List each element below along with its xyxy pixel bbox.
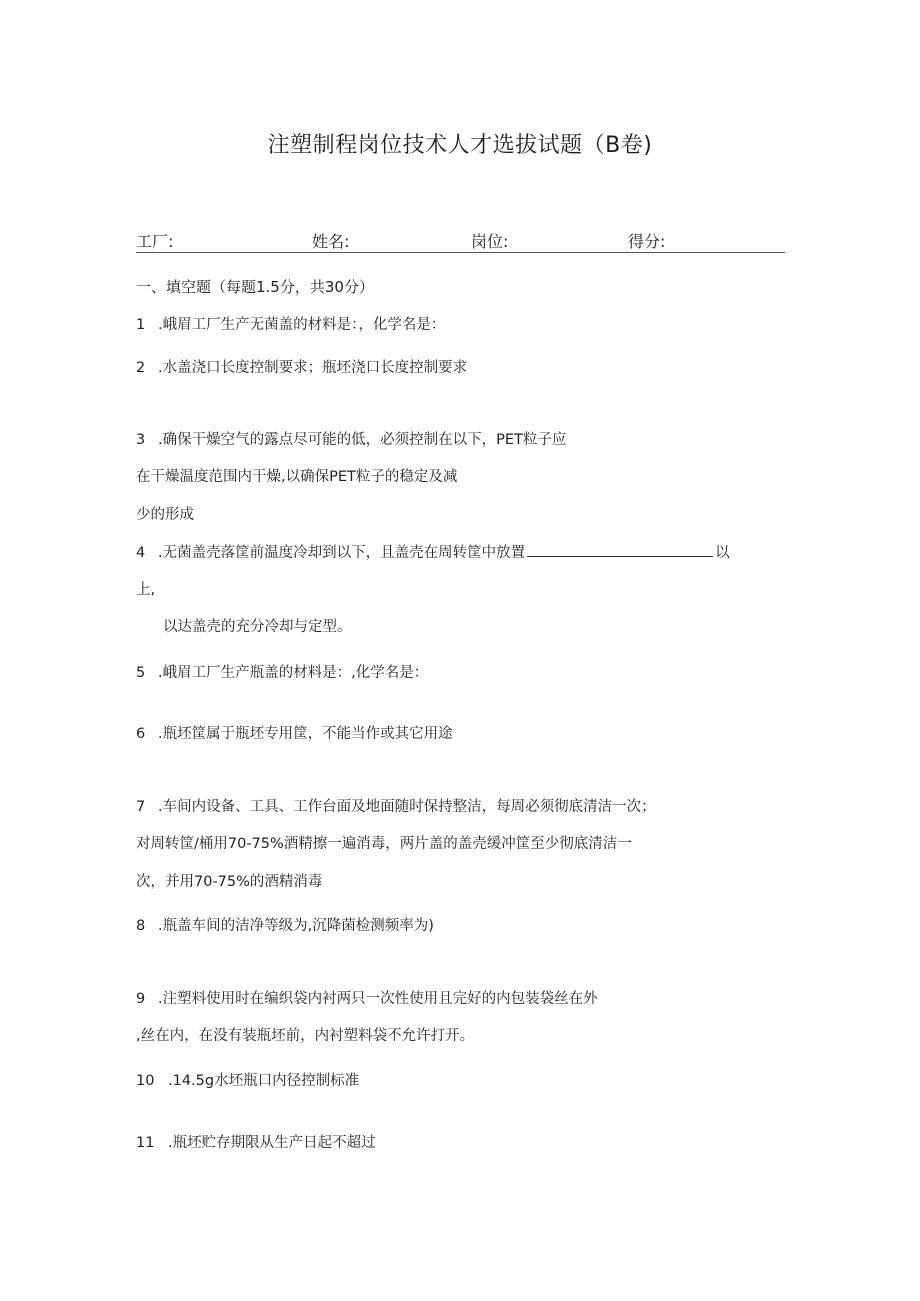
factory-label: 工厂: <box>136 232 174 251</box>
question-number: 7 <box>136 799 146 815</box>
question-number: 6 <box>136 726 146 742</box>
question-text: .车间内设备、工具、工作台面及地面随时保持整洁，每周必须彻底清洁一次； <box>158 799 656 815</box>
question-10 <box>136 1069 359 1090</box>
question-number: 2 <box>136 360 146 376</box>
question-9 <box>136 987 598 1008</box>
question-text: .确保干燥空气的露点尽可能的低，必须控制在以下，PET粒子应 <box>158 432 567 448</box>
question-6 <box>136 722 453 743</box>
question-4-line-3: 以达盖壳的充分冷却与定型。 <box>163 619 352 635</box>
question-5 <box>136 661 428 682</box>
question-text: .14.5g水坯瓶口内径控制标准 <box>168 1073 360 1089</box>
question-number: 5 <box>136 665 146 681</box>
question-number: 3 <box>136 432 146 448</box>
page-title: 注塑制程岗位技术人才选拔试题（B卷) <box>267 133 653 158</box>
score-label: 得分: <box>628 232 666 251</box>
question-text: .瓶坯贮存期限从生产日起不超过 <box>168 1135 376 1151</box>
question-4 <box>136 541 730 562</box>
name-label: 姓名: <box>312 232 350 251</box>
question-3-line-2: 在干燥温度范围内干燥,以确保PET粒子的稳定及减 <box>136 469 458 485</box>
question-8 <box>136 914 434 935</box>
position-label: 岗位: <box>471 232 509 251</box>
answer-blank[interactable] <box>527 542 713 557</box>
question-2 <box>136 356 467 377</box>
question-number: 4 <box>136 545 146 561</box>
question-text: .注塑料使用时在编织袋内衬两只一次性使用且完好的内包装袋丝在外 <box>158 991 598 1007</box>
question-7-line-3: 次，并用70-75%的酒精消毒 <box>136 874 323 890</box>
question-7-line-2: 对周转筐/桶用70-75%酒精擦一遍消毒，两片盖的盖壳缓冲筐至少彻底清洁一 <box>136 836 632 852</box>
question-number: 1 <box>136 317 146 333</box>
question-number: 11 <box>136 1135 155 1151</box>
question-number: 9 <box>136 991 146 1007</box>
question-text: .水盖浇口长度控制要求；瓶坯浇口长度控制要求 <box>158 360 468 376</box>
question-4-line-2: 上, <box>136 582 156 598</box>
question-text: .瓶盖车间的洁净等级为,沉降菌检测频率为) <box>158 918 434 934</box>
question-text: .峨眉工厂生产无菌盖的材料是：，化学名是： <box>158 317 446 333</box>
question-1 <box>136 313 445 334</box>
question-number: 10 <box>136 1073 155 1089</box>
question-3 <box>136 428 566 449</box>
question-text: .峨眉工厂生产瓶盖的材料是：,化学名是： <box>158 665 429 681</box>
question-9-line-2: ,丝在内，在没有装瓶坯前，内衬塑料袋不允许打开。 <box>136 1028 475 1044</box>
question-text: .无菌盖壳落筐前温度冷却到以下，且盖壳在周转筐中放置 <box>158 545 526 561</box>
question-11 <box>136 1131 376 1152</box>
question-7 <box>136 795 656 816</box>
header-divider <box>136 252 785 253</box>
question-3-line-3: 少的形成 <box>136 507 194 523</box>
question-text-tail: 以 <box>715 545 730 561</box>
question-text: .瓶坯筐属于瓶坯专用筐，不能当作或其它用途 <box>158 726 453 742</box>
section-heading: 一、填空题（每题1.5分，共30分） <box>136 278 374 296</box>
question-number: 8 <box>136 918 146 934</box>
